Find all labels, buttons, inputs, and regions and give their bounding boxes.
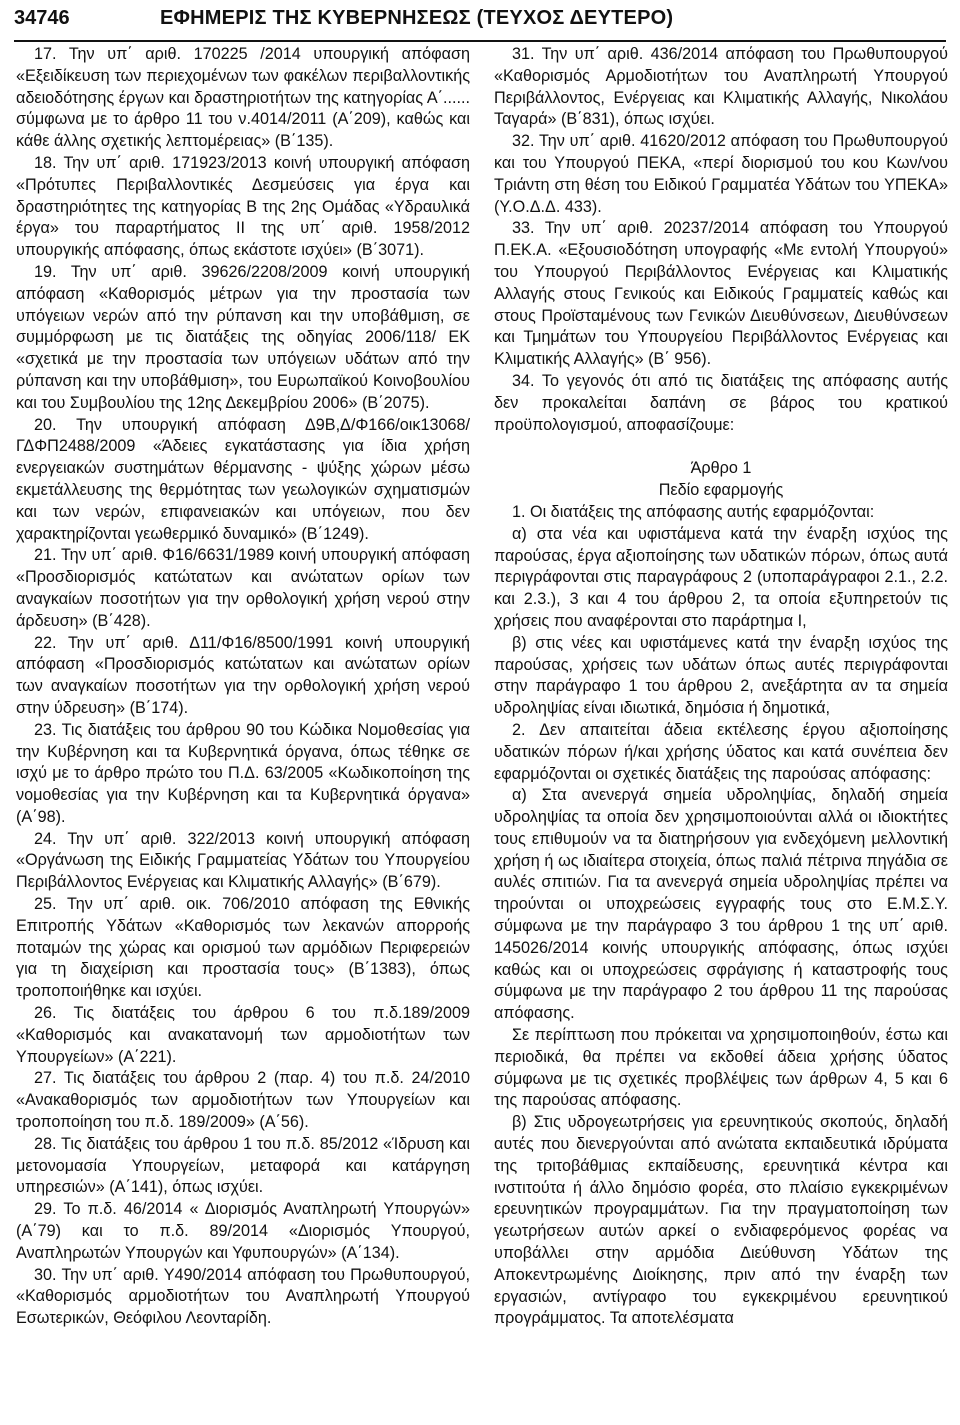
paragraph-34: 34. Το γεγονός ότι από τις διατάξεις της απόφασης αυτής δεν προκαλείται δαπάνη σε βάρος του κρατικού προϋπολογισμού, αποφασίζουμε: xyxy=(494,371,948,434)
paragraph-33: 33. Την υπ΄ αριθ. 20237/2014 απόφαση του Υπουργού Π.ΕΚ.Α. «Εξουσιοδότηση υπογραφής «Με εντολή Υπουργού» του Υπουργού Περιβάλλοντος Ενέργειας και Κλιματικής Αλλαγής στους Γενικούς και Ειδικούς Γραμματείς καθώς και στους Προϊσταμένους των Γενικών Διευθύνσεων, Διευθύνσεων και Τμημάτων του Υπουργείου Περιβάλλοντος Ενέργειας και Κλιματικής Αλλαγής» (Β΄ 956). xyxy=(494,219,948,369)
article-paragraph: 1. Οι διατάξεις της απόφασης αυτής εφαρμόζονται: xyxy=(512,502,875,521)
paragraph-19: 19. Την υπ΄ αριθ. 39626/2208/2009 κοινή υπουργική απόφαση «Καθορισμός μέτρων για την προστασία των υπόγειων νερών από την ρύπανση και την υποβάθμιση, σε συμμόρφωση με τις διατάξεις της οδηγίας 2006/118/ ΕΚ «σχετικά με την προστασία των υπόγειων υδάτων από την ρύπανση και την υποβάθμιση», του Ευρωπαϊκού Κοινοβουλίου και του Συμβουλίου της 12ης Δεκεμβρίου 2006» (Β΄2075). xyxy=(16,262,470,412)
article-paragraph: α) στα νέα και υφιστάμενα κατά την έναρξη ισχύος της παρούσας, έργα αξιοποίησης των υδατικών πόρων, όπως αυτά περιγράφονται στις παραγράφους 2 (υποπαράγραφοι 2.1., 2.2. και 2.3.), 3 και 4 του άρθρου 2, τα οποία εξυπηρετούν τις χρήσεις που αναφέρονται στο παράρτημα Ι, xyxy=(494,524,948,630)
paragraph-22: 22. Την υπ΄ αριθ. Δ11/Φ16/8500/1991 κοινή υπουργική απόφαση «Προσδιορισμός κατώτατων και ανώτατων ορίων των αναγκαίων ποσοτήτων για την ορθολογική χρήση νερού στην ύδρευση» (Β΄174). xyxy=(16,633,470,717)
paragraph-27: 27. Τις διατάξεις του άρθρου 2 (παρ. 4) του π.δ. 24/2010 «Ανακαθορισμός των αρμοδιοτήτων των Υπουργείων και τροποποίηση του π.δ. 189/2009» (Α΄56). xyxy=(16,1069,470,1132)
page-number: 34746 xyxy=(14,7,70,29)
article-heading: Άρθρο 1 xyxy=(690,459,752,478)
paragraph-31: 31. Την υπ΄ αριθ. 436/2014 απόφαση του Πρωθυπουργού «Καθορισμός Αρμοδιοτήτων του Αναπληρωτή Υπουργού Περιβάλλοντος, Ενέργειας και Κλιματικής Αλλαγής, Νικολάου Ταγαρά» (Β΄831), όπως ισχύει. xyxy=(494,45,948,129)
paragraph-26: 26. Τις διατάξεις του άρθρου 6 του π.δ.189/2009 «Καθορισμός και ανακατανομή των αρμοδιοτήτων των Υπουργείων» (Α΄221). xyxy=(16,1004,470,1066)
paragraph-25: 25. Την υπ΄ αριθ. οικ. 706/2010 απόφαση της Εθνικής Επιτροπής Υδάτων «Καθορισμός των λεκανών απορροής ποταμών της χώρας και ορισμού των αρμόδιων Περιφερειών για τη διαχείριση και προστασία τους» (Β΄1383), όπως τροποποιήθηκε και ισχύει. xyxy=(16,895,470,1001)
gazette-title: ΕΦΗΜΕΡΙΣ ΤΗΣ ΚΥΒΕΡΝΗΣΕΩΣ (ΤΕΥΧΟΣ ΔΕΥΤΕΡΟ) xyxy=(160,7,674,29)
right-column xyxy=(494,44,948,1330)
article-subheading: Πεδίο εφαρμογής xyxy=(658,481,784,500)
paragraph-29: 29. Το π.δ. 46/2014 « Διορισμός Αναπληρωτή Υπουργών» (Α΄79) και το π.δ. 89/2014 «Διορισμός Υπουργού, Αναπληρωτών Υπουργών και Υφυπουργών» (Α΄134). xyxy=(16,1200,470,1262)
paragraph-23: 23. Τις διατάξεις του άρθρου 90 του Κώδικα Νομοθεσίας για την Κυβέρνηση και τα Κυβερνητικά όργανα, όπως τέθηκε σε ισχύ με το άρθρο πρώτο του Π.Δ. 63/2005 «Κωδικοποίηση της νομοθεσίας για την Κυβέρνηση και τα Κυβερνητικά όργανα» (Α΄98). xyxy=(16,720,470,826)
article-paragraph: β) Στις υδρογεωτρήσεις για ερευνητικούς σκοπούς, δηλαδή αυτές που διενεργούνται από ανώτατα εκπαιδευτικά ιδρύματα της τριτοβάθμιας εκπαίδευσης, ερευνητικά κέντρα και ινστιτούτα ή άλλο δημόσιο φορέα, στο πλαίσιο εγκεκριμένων ερευνητικών προγραμμάτων. Για την πραγματοποίηση των γεωτρήσεων αυτών αρκεί ο ενδιαφερόμενος φορέας να υποβάλλει στην αρμόδια Διεύθυνση Υδάτων της Αποκεντρωμένης Διοίκησης, πριν από την έναρξη των εργασιών, αντίγραφο του εγκεκριμένου ερευνητικού προγράμματος. Τα αποτελέσματα xyxy=(494,1113,948,1328)
page-header xyxy=(14,2,946,42)
paragraph-28: 28. Τις διατάξεις του άρθρου 1 του π.δ. 85/2012 «Ίδρυση και μετονομασία Υπουργείων, μεταφορά και κατάργηση υπηρεσιών» (Α΄141), όπως ισχύει. xyxy=(16,1134,470,1197)
article-paragraph: 2. Δεν απαιτείται άδεια εκτέλεσης έργου αξιοποίησης υδατικών πόρων ή/και χρήσης ύδατος και κατά συνέπεια δεν εφαρμόζονται οι σχετικές διατάξεις της παρούσας απόφασης: xyxy=(494,720,948,783)
paragraph-30: 30. Την υπ΄ αριθ. Υ490/2014 απόφαση του Πρωθυπουργού, «Καθορισμός αρμοδιοτήτων του Αναπληρωτή Υπουργού Εσωτερικών, Θεόφιλου Λεονταρίδη. xyxy=(16,1265,470,1328)
article-paragraph: β) στις νέες και υφιστάμενες κατά την έναρξη ισχύος της παρούσας, χρήσεις των υδάτων όπως αυτές περιγράφονται στην παράγραφο 1 του άρθρου 2, ανεξάρτητα αν τα σημεία υδροληψίας είναι ιδιωτικά, δημόσια ή δημοτικά, xyxy=(494,633,948,718)
paragraph-20: 20. Την υπουργική απόφαση Δ9Β,Δ/Φ166/οικ13068/ ΓΔΦΠ2488/2009 «Άδειες εγκατάστασης για ίδια χρήση ενεργειακών συστημάτων θέρμανσης - ψύξης χώρων μέσω εκμετάλλευσης της θερμότητας των γεωλογικών σχηματισμών και των νερών, επιφανειακών και υπόγειων, που δεν χαρακτηρίζονται γεωθερμικό δυναμικό» (Β΄1249). xyxy=(16,415,470,543)
paragraph-32: 32. Την υπ΄ αριθ. 41620/2012 απόφαση του Πρωθυπουργού και του Υπουργού ΠΕΚΑ, «περί διορισμού του κου Κων/νου Τριάντη στη θέση του Ειδικού Γραμματέα Υδάτων του ΥΠΕΚΑ» (Υ.Ο.Δ.Δ. 433). xyxy=(494,132,948,216)
paragraph-18: 18. Την υπ΄ αριθ. 171923/2013 κοινή υπουργική απόφαση «Πρότυπες Περιβαλλοντικές Δεσμεύσεις για έργα και δραστηριότητες της κατηγορίας Β της 2ης Ομάδας «Υδραυλικά έργα» του παραρτήματος ΙΙ της υπ΄ αριθ. 1958/2012 υπουργικής απόφασης, όπως εκάστοτε ισχύει» (Β΄3071). xyxy=(16,153,470,260)
left-column xyxy=(16,44,470,1330)
paragraph-21: 21. Την υπ΄ αριθ. Φ16/6631/1989 κοινή υπουργική απόφαση «Προσδιορισμός κατώτατων και ανώτατων ορίων των αναγκαίων ποσοτήτων για την ορθολογική χρήση νερού στην άρδευση» (Β΄428). xyxy=(16,546,470,630)
article-paragraph: Σε περίπτωση που πρόκειται να χρησιμοποιηθούν, έστω και περιοδικά, θα πρέπει να εκδοθεί άδεια χρήσης ύδατος σύμφωνα με τις σχετικές προβλέψεις των άρθρων 4, 5 και 6 της παρούσας απόφασης. xyxy=(494,1026,948,1110)
paragraph-17: 17. Την υπ΄ αριθ. 170225 /2014 υπουργική απόφαση «Εξειδίκευση των περιεχομένων των φακέλων περιβαλλοντικής αδειοδότησης έργων και δραστηριοτήτων της κατηγορίας Α΄...... σύμφωνα με το άρθρο 11 του ν.4014/2011 (Α΄209), καθώς και κάθε άλλης σχετικής λεπτομέρειας» (Β΄135). xyxy=(16,45,470,151)
article-paragraph: α) Στα ανενεργά σημεία υδροληψίας, δηλαδή σημεία υδροληψίας τα οποία δεν χρησιμοποιούνται αλλά οι ιδιοκτήτες τους επιθυμούν να τα διατηρήσουν για ενδεχόμενη μελλοντική χρήση ή ως ιδιαίτερα στοιχεία, όπως παλιά πέτρινα πηγάδια σε αυλές σπιτιών. Για τα ανενεργά σημεία υδροληψίας πρέπει να τηρούνται οι υποχρεώσεις εγγραφής τους στο Ε.Μ.Σ.Υ. σύμφωνα με την παράγραφο 3 του άρθρου 1 της υπ΄ αριθ. 145026/2014 κοινής υπουργικής απόφασης, όπως ισχύει καθώς και οι υποχρεώσεις σφράγισης ή καταστροφής τους σύμφωνα με την παράγραφο 2 του άρθρου 11 της παρούσας απόφασης. xyxy=(494,786,948,1023)
paragraph-24: 24. Την υπ΄ αριθ. 322/2013 κοινή υπουργική απόφαση «Οργάνωση της Ειδικής Γραμματείας Υδάτων του Υπουργείου Περιβάλλοντος Ενέργειας και Κλιματικής Αλλαγής» (Β΄679). xyxy=(16,829,470,892)
